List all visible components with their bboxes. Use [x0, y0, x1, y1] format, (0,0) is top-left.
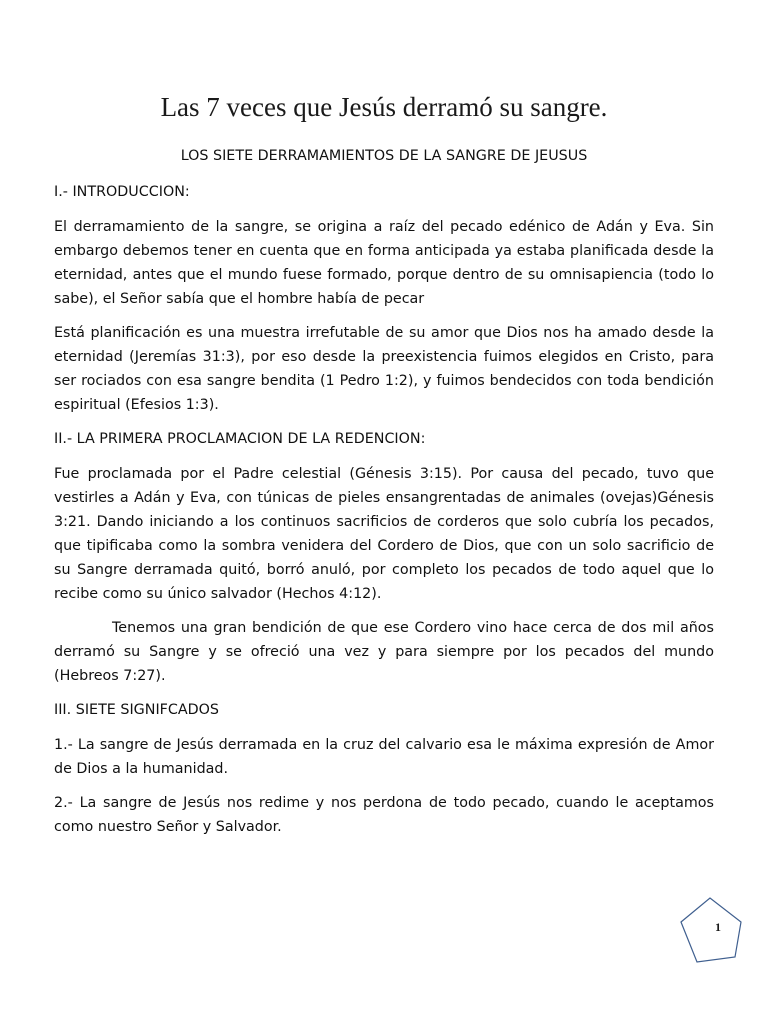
paragraph: Fue proclamada por el Padre celestial (Génesis 3:15). Por causa del pecado, tuvo que vestirles a Adán y Eva, con túnicas de pieles ensangrentadas de animales (ovejas)Génesis 3:21. Dando iniciando a los continuos sacrificios de corderos que solo cubría los pecados, que tipificaba como la sombra venidera del Cordero de Dios, que con un solo sacrificio de su Sangre derramada quitó, borró anuló, por completo los pecados de todo aquel que lo recibe como su único salvador (Hechos 4:12). — [54, 466, 714, 602]
list-item: 1.- La sangre de Jesús derramada en la cruz del calvario esa le máxima expresión de Amor de Dios a la humanidad. — [54, 737, 714, 777]
section-heading-siete-significados: III. SIETE SIGNIFCADOS — [54, 702, 219, 718]
page-number-badge — [680, 896, 740, 962]
page-title: Las 7 veces que Jesús derramó su sangre. — [160, 92, 608, 122]
list-item: 2.- La sangre de Jesús nos redime y nos perdona de todo pecado, cuando le aceptamos como nuestro Señor y Salvador. — [54, 795, 714, 835]
document-subtitle: LOS SIETE DERRAMAMIENTOS DE LA SANGRE DE JEUSUS — [180, 148, 588, 164]
paragraph: Está planificación es una muestra irrefutable de su amor que Dios nos ha amado desde la eternidad (Jeremías 31:3), por eso desde la preexistencia fuimos elegidos en Cristo, para ser rociados con esa sangre bendita (1 Pedro 1:2), y fuimos bendecidos con toda bendición espiritual (Efesios 1:3). — [54, 325, 714, 413]
paragraph: Tenemos una gran bendición de que ese Cordero vino hace cerca de dos mil años derramó su Sangre y se ofreció una vez y para siempre por los pecados del mundo (Hebreos 7:27). — [54, 620, 714, 684]
paragraph: El derramamiento de la sangre, se origina a raíz del pecado edénico de Adán y Eva. Sin embargo debemos tener en cuenta que en forma anticipada ya estaba planificada desde la eternidad, antes que el mundo fuese formado, porque dentro de su omnisapiencia (todo lo sabe), el Señor sabía que el hombre había de pecar — [54, 219, 714, 307]
section-heading-primera-proclamacion: II.- LA PRIMERA PROCLAMACION DE LA REDENCION: — [54, 431, 426, 447]
section-heading-introduccion: I.- INTRODUCCION: — [54, 184, 190, 200]
document-body — [54, 180, 714, 849]
page-number: 1 — [715, 920, 721, 934]
